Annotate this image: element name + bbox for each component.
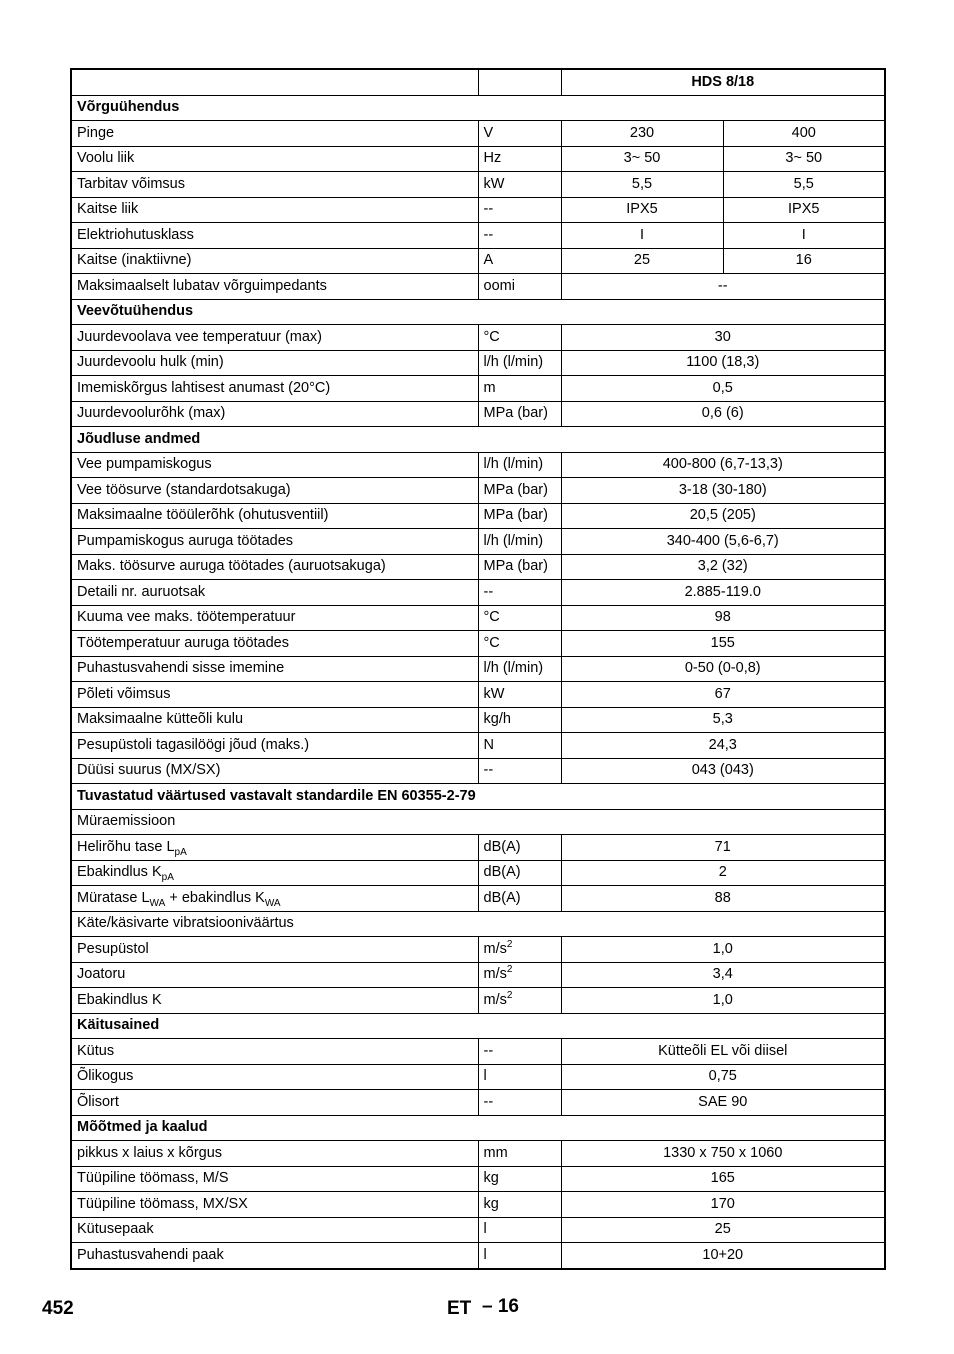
table-row	[71, 503, 885, 529]
row-value: 0-50 (0-0,8)	[561, 656, 885, 682]
unit-text: kW	[483, 685, 505, 702]
row-label	[71, 580, 478, 606]
row-unit	[478, 248, 561, 274]
row-value: 10+20	[561, 1243, 885, 1269]
row-label	[71, 452, 478, 478]
unit-text: kg	[483, 1195, 499, 1212]
label-text: Müratase L	[77, 889, 150, 906]
section-row	[71, 784, 885, 810]
row-label	[71, 733, 478, 759]
label-text: Tüüpiline töömass, MX/SX	[77, 1195, 248, 1212]
row-value: 88	[561, 886, 885, 912]
row-unit	[478, 376, 561, 402]
row-unit	[478, 860, 561, 886]
unit-text: --	[483, 1042, 494, 1059]
unit-text: --	[483, 226, 494, 243]
row-label	[71, 503, 478, 529]
unit-text: MPa (bar)	[483, 405, 548, 422]
row-value: 20,5 (205)	[561, 503, 885, 529]
unit-text: V	[483, 124, 494, 141]
row-value: 3-18 (30-180)	[561, 478, 885, 504]
unit-superscript: 2	[506, 964, 513, 976]
unit-text: l/h (l/min)	[483, 354, 544, 371]
table-row	[71, 529, 885, 555]
unit-text: Hz	[483, 150, 502, 167]
section-row	[71, 95, 885, 121]
label-text: Maks. töösurve auruga töötades (auruotsakuga)	[77, 558, 386, 575]
label-text: Düüsi suurus (MX/SX)	[77, 762, 221, 779]
section-page-number: – 16	[482, 1296, 519, 1317]
row-value: 0,5	[561, 376, 885, 402]
row-label	[71, 197, 478, 223]
unit-text: l	[483, 1068, 487, 1085]
row-unit	[478, 554, 561, 580]
row-unit	[478, 172, 561, 198]
row-value: 1,0	[561, 937, 885, 963]
value-230v: IPX5	[561, 197, 723, 223]
label-text: Tüüpiline töömass, M/S	[77, 1170, 229, 1187]
row-unit	[478, 733, 561, 759]
label-text: Maksimaalselt lubatav võrguimpedants	[77, 277, 327, 294]
row-value: 67	[561, 682, 885, 708]
row-label	[71, 886, 478, 912]
row-unit	[478, 223, 561, 249]
table-row	[71, 1166, 885, 1192]
header-empty-cell	[478, 69, 561, 95]
row-value: 98	[561, 605, 885, 631]
row-unit	[478, 503, 561, 529]
table-row	[71, 835, 885, 861]
label-text: Kaitse (inaktiivne)	[77, 252, 192, 269]
table-row	[71, 988, 885, 1014]
row-value: SAE 90	[561, 1090, 885, 1116]
language-code: ET	[447, 1298, 472, 1319]
value-400v: 400	[723, 121, 885, 147]
row-value: 1,0	[561, 988, 885, 1014]
table-row	[71, 937, 885, 963]
section-row	[71, 1115, 885, 1141]
label-text: Juurdevoolu hulk (min)	[77, 354, 224, 371]
unit-text: °C	[483, 634, 500, 651]
row-label	[71, 325, 478, 351]
row-unit	[478, 886, 561, 912]
table-row	[71, 631, 885, 657]
label-text: Ebakindlus K	[77, 864, 162, 881]
label-text: Kuuma vee maks. töötemperatuur	[77, 609, 296, 626]
row-unit	[478, 1192, 561, 1218]
table-row	[71, 452, 885, 478]
label-text: Kaitse liik	[77, 201, 139, 218]
row-unit	[478, 197, 561, 223]
row-unit	[478, 605, 561, 631]
unit-text: m	[483, 379, 496, 396]
row-unit	[478, 682, 561, 708]
row-unit	[478, 707, 561, 733]
table-row	[71, 376, 885, 402]
section-row	[71, 299, 885, 325]
table-row	[71, 733, 885, 759]
row-label	[71, 1141, 478, 1167]
section-row	[71, 1013, 885, 1039]
table-row	[71, 274, 885, 300]
row-unit	[478, 631, 561, 657]
table-row	[71, 682, 885, 708]
section-title: Veevõtuühendus	[71, 299, 885, 325]
row-label	[71, 248, 478, 274]
table-row	[71, 1064, 885, 1090]
label-text: pikkus x laius x kõrgus	[77, 1144, 223, 1161]
row-unit	[478, 529, 561, 555]
table-row	[71, 886, 885, 912]
section-title: Tuvastatud väärtused vastavalt standardile EN 60355-2-79	[71, 784, 885, 810]
row-value: 340-400 (5,6-6,7)	[561, 529, 885, 555]
section-title: Mõõtmed ja kaalud	[71, 1115, 885, 1141]
row-value: 170	[561, 1192, 885, 1218]
label-text: Elektriohutusklass	[77, 226, 194, 243]
row-value: 043 (043)	[561, 758, 885, 784]
row-unit	[478, 350, 561, 376]
row-unit	[478, 937, 561, 963]
row-unit	[478, 325, 561, 351]
label-subscript: pA	[161, 872, 174, 884]
row-label	[71, 682, 478, 708]
row-value: 155	[561, 631, 885, 657]
label-text: Õlisort	[77, 1093, 119, 1110]
label-text: Ebakindlus K	[77, 991, 162, 1008]
unit-superscript: 2	[506, 938, 513, 950]
unit-text: --	[483, 201, 494, 218]
row-label	[71, 707, 478, 733]
unit-text: kW	[483, 175, 505, 192]
table-row	[71, 121, 885, 147]
table-row	[71, 962, 885, 988]
table-row	[71, 197, 885, 223]
value-230v: 25	[561, 248, 723, 274]
row-label	[71, 937, 478, 963]
section-title: Käitusained	[71, 1013, 885, 1039]
unit-text: dB(A)	[483, 864, 521, 881]
row-unit	[478, 988, 561, 1014]
subsection-row	[71, 809, 885, 835]
row-label	[71, 1064, 478, 1090]
row-label	[71, 1166, 478, 1192]
value-400v: I	[723, 223, 885, 249]
label-text: Pinge	[77, 124, 115, 141]
label-subscript: pA	[174, 846, 187, 858]
unit-text: kg	[483, 1170, 499, 1187]
row-label	[71, 350, 478, 376]
unit-text: °C	[483, 609, 500, 626]
table-row	[71, 580, 885, 606]
value-230v: I	[561, 223, 723, 249]
label-text: Detaili nr. auruotsak	[77, 583, 206, 600]
unit-text: l/h (l/min)	[483, 660, 544, 677]
row-unit	[478, 1166, 561, 1192]
unit-text: N	[483, 736, 494, 753]
row-label	[71, 478, 478, 504]
unit-text: A	[483, 252, 494, 269]
label-text: Maksimaalne kütteõli kulu	[77, 711, 244, 728]
label-text: Õlikogus	[77, 1068, 134, 1085]
row-label	[71, 274, 478, 300]
page-number: 452	[42, 1298, 74, 1319]
row-unit	[478, 452, 561, 478]
unit-text: --	[483, 1093, 494, 1110]
row-value: 2	[561, 860, 885, 886]
row-value: 165	[561, 1166, 885, 1192]
row-unit	[478, 758, 561, 784]
table-row	[71, 656, 885, 682]
unit-text: l	[483, 1221, 487, 1238]
row-unit	[478, 962, 561, 988]
table-row	[71, 1217, 885, 1243]
row-label	[71, 962, 478, 988]
row-value: 71	[561, 835, 885, 861]
table-header-row	[71, 69, 885, 95]
row-unit	[478, 1039, 561, 1065]
unit-text: mm	[483, 1144, 508, 1161]
row-value: 2.885-119.0	[561, 580, 885, 606]
row-value: 30	[561, 325, 885, 351]
unit-text: oomi	[483, 277, 515, 294]
label-text: Pumpamiskogus auruga töötades	[77, 532, 294, 549]
label-text: Imemiskõrgus lahtisest anumast (20°C)	[77, 379, 331, 396]
table-row	[71, 1039, 885, 1065]
row-unit	[478, 274, 561, 300]
unit-text: MPa (bar)	[483, 558, 548, 575]
table-row	[71, 1243, 885, 1269]
label-text: Vee töösurve (standardotsakuga)	[77, 481, 291, 498]
label-text: Voolu liik	[77, 150, 135, 167]
row-label	[71, 376, 478, 402]
header-empty-cell	[71, 69, 478, 95]
row-label	[71, 223, 478, 249]
row-label	[71, 401, 478, 427]
value-400v: 16	[723, 248, 885, 274]
row-label	[71, 1090, 478, 1116]
label-text: Maksimaalne tööülerõhk (ohutusventiil)	[77, 507, 329, 524]
row-label	[71, 631, 478, 657]
row-label	[71, 1243, 478, 1269]
label-text: Pesupüstol	[77, 940, 149, 957]
row-value: --	[561, 274, 885, 300]
label-text: Juurdevoolava vee temperatuur (max)	[77, 328, 323, 345]
row-unit	[478, 1217, 561, 1243]
row-value: 0,6 (6)	[561, 401, 885, 427]
label-text: Pesupüstoli tagasilöögi jõud (maks.)	[77, 736, 310, 753]
value-400v: 3~ 50	[723, 146, 885, 172]
label-text: Kütus	[77, 1042, 115, 1059]
row-label	[71, 835, 478, 861]
row-label	[71, 121, 478, 147]
unit-text: m/s	[483, 966, 507, 983]
subsection-row	[71, 911, 885, 937]
row-unit	[478, 1064, 561, 1090]
row-label	[71, 172, 478, 198]
label-text: Joatoru	[77, 966, 126, 983]
label-subscript: WA	[264, 897, 281, 909]
unit-text: °C	[483, 328, 500, 345]
row-label	[71, 988, 478, 1014]
row-label	[71, 146, 478, 172]
row-value: 3,4	[561, 962, 885, 988]
row-value: 24,3	[561, 733, 885, 759]
row-label	[71, 860, 478, 886]
label-text: Põleti võimsus	[77, 685, 171, 702]
unit-text: kg/h	[483, 711, 511, 728]
section-title: Jõudluse andmed	[71, 427, 885, 453]
row-unit	[478, 401, 561, 427]
unit-text: --	[483, 762, 494, 779]
model-header: HDS 8/18	[561, 69, 885, 95]
label-text: Puhastusvahendi sisse imemine	[77, 660, 285, 677]
row-label	[71, 554, 478, 580]
row-label	[71, 1039, 478, 1065]
label-subscript: WA	[149, 897, 166, 909]
unit-text: MPa (bar)	[483, 507, 548, 524]
table-row	[71, 478, 885, 504]
table-row	[71, 1090, 885, 1116]
subsection-title: Müraemissioon	[71, 809, 885, 835]
section-title: Võrguühendus	[71, 95, 885, 121]
value-230v: 3~ 50	[561, 146, 723, 172]
unit-text: dB(A)	[483, 889, 521, 906]
row-unit	[478, 121, 561, 147]
table-row	[71, 1192, 885, 1218]
table-row	[71, 350, 885, 376]
table-row	[71, 146, 885, 172]
row-value: 25	[561, 1217, 885, 1243]
table-row	[71, 707, 885, 733]
unit-text: l	[483, 1246, 487, 1263]
table-row	[71, 605, 885, 631]
row-label	[71, 1192, 478, 1218]
table-row	[71, 554, 885, 580]
table-row	[71, 248, 885, 274]
value-400v: IPX5	[723, 197, 885, 223]
table-row	[71, 860, 885, 886]
row-value: 400-800 (6,7-13,3)	[561, 452, 885, 478]
label-text: Tarbitav võimsus	[77, 175, 185, 192]
table-row	[71, 1141, 885, 1167]
row-unit	[478, 580, 561, 606]
table-row	[71, 172, 885, 198]
row-unit	[478, 656, 561, 682]
spec-table	[70, 68, 886, 1270]
unit-text: --	[483, 583, 494, 600]
label-text-mid: + ebakindlus K	[165, 889, 265, 906]
unit-text: dB(A)	[483, 838, 521, 855]
unit-text: l/h (l/min)	[483, 456, 544, 473]
row-value: 1100 (18,3)	[561, 350, 885, 376]
spec-table-body	[71, 69, 885, 1269]
table-row	[71, 758, 885, 784]
row-label	[71, 758, 478, 784]
label-text: Töötemperatuur auruga töötades	[77, 634, 289, 651]
subsection-title: Käte/käsivarte vibratsiooniväärtus	[71, 911, 885, 937]
row-label	[71, 529, 478, 555]
row-value: 1330 x 750 x 1060	[561, 1141, 885, 1167]
row-unit	[478, 478, 561, 504]
section-row	[71, 427, 885, 453]
value-400v: 5,5	[723, 172, 885, 198]
table-row	[71, 325, 885, 351]
label-text: Juurdevoolurõhk (max)	[77, 405, 226, 422]
label-text: Kütusepaak	[77, 1221, 154, 1238]
unit-superscript: 2	[506, 989, 513, 1001]
table-row	[71, 223, 885, 249]
unit-text: MPa (bar)	[483, 481, 548, 498]
label-text: Vee pumpamiskogus	[77, 456, 212, 473]
unit-text: m/s	[483, 991, 507, 1008]
row-value: 3,2 (32)	[561, 554, 885, 580]
row-unit	[478, 1090, 561, 1116]
unit-text: m/s	[483, 940, 507, 957]
row-unit	[478, 1243, 561, 1269]
label-text: Puhastusvahendi paak	[77, 1246, 224, 1263]
label-text: Helirõhu tase L	[77, 838, 175, 855]
unit-text: l/h (l/min)	[483, 532, 544, 549]
row-label	[71, 605, 478, 631]
row-label	[71, 656, 478, 682]
value-230v: 5,5	[561, 172, 723, 198]
row-unit	[478, 1141, 561, 1167]
row-unit	[478, 146, 561, 172]
row-value: 5,3	[561, 707, 885, 733]
row-value: Kütteõli EL või diisel	[561, 1039, 885, 1065]
row-value: 0,75	[561, 1064, 885, 1090]
table-row	[71, 401, 885, 427]
row-label	[71, 1217, 478, 1243]
value-230v: 230	[561, 121, 723, 147]
row-unit	[478, 835, 561, 861]
